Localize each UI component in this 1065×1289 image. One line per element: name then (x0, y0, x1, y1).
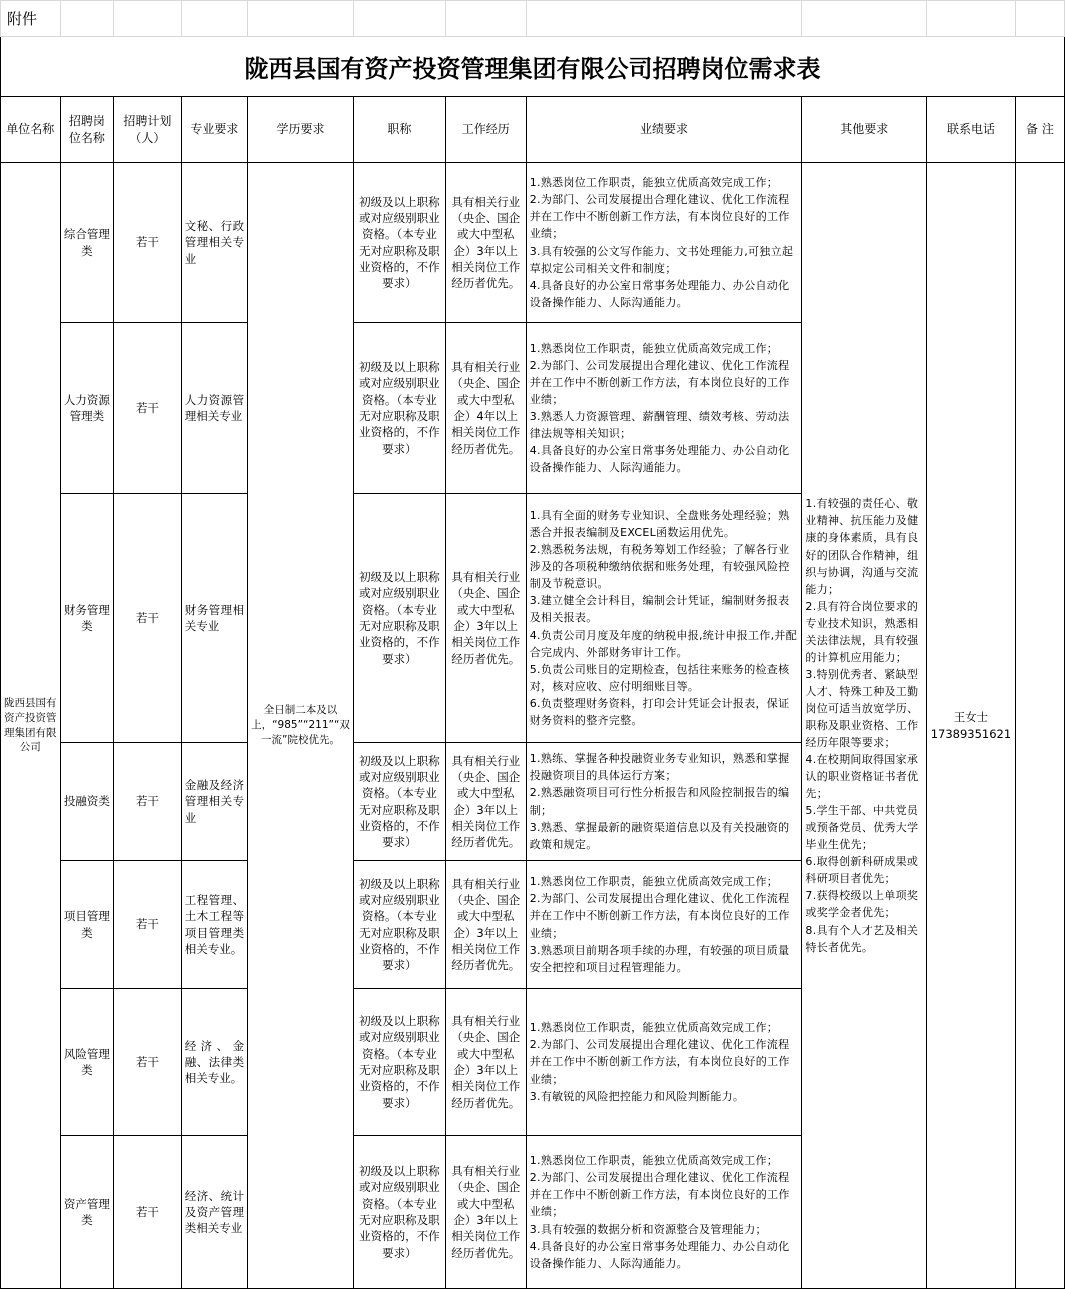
title-requirement: 初级及以上职称或对应级别职业资格。（本专业无对应职称及职业资格的，不作要求） (353, 743, 445, 861)
performance-requirement: 1.熟悉岗位工作职责，能独立优质高效完成工作； 2.为部门、公司发展提出合理化建议、优化工作流程并在工作中不断创新工作方法，有本岗位良好的工作业绩； 3.熟悉项目前期各项手续的办理，有较强的项目质量安全把控和项目过程管理能力。 (526, 861, 802, 989)
hiring-plan: 若干 (114, 861, 182, 989)
hiring-plan: 若干 (114, 743, 182, 861)
header-phone: 联系电话 (927, 97, 1016, 163)
title-requirement: 初级及以上职称或对应级别职业资格。（本专业无对应职称及职业资格的，不作要求） (353, 861, 445, 989)
contact-cell (927, 163, 1016, 1289)
work-experience: 具有相关行业（央企、国企或大中型私企）3年以上相关岗位工作经历者优先。 (445, 861, 526, 989)
performance-requirement: 1.熟悉岗位工作职责，能独立优质高效完成工作； 2.为部门、公司发展提出合理化建议、优化工作流程并在工作中不断创新工作方法，有本岗位良好的工作业绩； 3.具有较强的公文写作能力、文书处理能力,可独立起草拟定公司相关文件和制度； 4.具备良好的办公室日常事务处理能力、办公自动化设备操作能力、人际沟通能力。 (526, 163, 802, 323)
document-title: 陇西县国有资产投资管理集团有限公司招聘岗位需求表 (1, 37, 1065, 97)
position-name: 风险管理类 (60, 989, 114, 1136)
major-requirement: 金融及经济管理相关专业 (181, 743, 247, 861)
title-requirement: 初级及以上职称或对应级别职业资格。（本专业无对应职称及职业资格的，不作要求） (353, 989, 445, 1136)
position-name: 投融资类 (60, 743, 114, 861)
education-requirement: 全日制二本及以上，“985”“211”“双一流”院校优先。 (248, 163, 354, 1289)
position-name: 项目管理类 (60, 861, 114, 989)
header-unit: 单位名称 (1, 97, 61, 163)
major-requirement: 工程管理、土木工程等项目管理类相关专业。 (181, 861, 247, 989)
contact-phone: 17389351621 (930, 726, 1012, 741)
header-row (1, 97, 1065, 163)
header-remark: 备 注 (1015, 97, 1064, 163)
header-performance: 业绩要求 (526, 97, 802, 163)
position-name: 资产管理类 (60, 1136, 114, 1289)
remark-cell (1015, 163, 1064, 1289)
major-requirement: 经济、统计及资产管理类相关专业 (181, 1136, 247, 1289)
header-experience: 工作经历 (445, 97, 526, 163)
contact-name: 王女士 (953, 710, 989, 725)
hiring-plan: 若干 (114, 163, 182, 323)
work-experience: 具有相关行业（央企、国企或大中型私企）4年以上相关岗位工作经历者优先。 (445, 323, 526, 494)
table-row (1, 163, 1065, 323)
major-requirement: 文秘、行政管理相关专业 (181, 163, 247, 323)
title-requirement: 初级及以上职称或对应级别职业资格。（本专业无对应职称及职业资格的，不作要求） (353, 163, 445, 323)
title-requirement: 初级及以上职称或对应级别职业资格。（本专业无对应职称及职业资格的，不作要求） (353, 1136, 445, 1289)
hiring-plan: 若干 (114, 1136, 182, 1289)
header-education: 学历要求 (248, 97, 354, 163)
header-title: 职称 (353, 97, 445, 163)
work-experience: 具有相关行业（央企、国企或大中型私企）3年以上相关岗位工作经历者优先。 (445, 989, 526, 1136)
title-requirement: 初级及以上职称或对应级别职业资格。（本专业无对应职称及职业资格的，不作要求） (353, 494, 445, 743)
header-position: 招聘岗位名称 (60, 97, 114, 163)
header-major: 专业要求 (181, 97, 247, 163)
position-name: 综合管理类 (60, 163, 114, 323)
hiring-plan: 若干 (114, 323, 182, 494)
work-experience: 具有相关行业（央企、国企或大中型私企）3年以上相关岗位工作经历者优先。 (445, 1136, 526, 1289)
hiring-plan: 若干 (114, 989, 182, 1136)
performance-requirement: 1.熟悉岗位工作职责，能独立优质高效完成工作； 2.为部门、公司发展提出合理化建议、优化工作流程并在工作中不断创新工作方法，有本岗位良好的工作业绩； 3.具有较强的数据分析和资源整合及管理能力； 4.具备良好的办公室日常事务处理能力、办公自动化设备操作能力、人际沟通能力。 (526, 1136, 802, 1289)
unit-name: 陇西县国有资产投资管理集团有限公司 (1, 163, 61, 1289)
major-requirement: 财务管理相关专业 (181, 494, 247, 743)
hiring-plan: 若干 (114, 494, 182, 743)
position-name: 人力资源管理类 (60, 323, 114, 494)
work-experience: 具有相关行业（央企、国企或大中型私企）3年以上相关岗位工作经历者优先。 (445, 743, 526, 861)
performance-requirement: 1.具有全面的财务专业知识、全盘账务处理经验；熟悉合并报表编制及EXCEL函数运用优先。 2.熟悉税务法规，有税务筹划工作经验；了解各行业涉及的各项税种缴纳依据和账务处理，有较强风险控制及节税意识。 3.建立健全会计科目，编制会计凭证，编制财务报表及相关报表。 4.负责公司月度及年度的纳税申报,统计申报工作,并配合完成内、外部财务审计工作。 5.负责公司账目的定期检查，包括往来账务的检查核对，核对应收、应付明细账目等。 6.负责整理财务资料，打印会计凭证会计报表，保证财务资料的整齐完整。 (526, 494, 802, 743)
header-plan: 招聘计划（人） (114, 97, 182, 163)
position-name: 财务管理类 (60, 494, 114, 743)
major-requirement: 经济、金融、法律类相关专业。 (181, 989, 247, 1136)
performance-requirement: 1.熟悉岗位工作职责，能独立优质高效完成工作； 2.为部门、公司发展提出合理化建议、优化工作流程并在工作中不断创新工作方法，有本岗位良好的工作业绩； 3.熟悉人力资源管理、薪酬管理、绩效考核、劳动法律法规等相关知识； 4.具备良好的办公室日常事务处理能力、办公自动化设备操作能力、人际沟通能力。 (526, 323, 802, 494)
major-requirement: 人力资源管理相关专业 (181, 323, 247, 494)
header-other: 其他要求 (802, 97, 927, 163)
other-requirements: 1.有较强的责任心、敬业精神、抗压能力及健康的身体素质，具有良好的团队合作精神，组织与协调，沟通与交流能力； 2.具有符合岗位要求的专业技术知识，熟悉相关法律法规，具有较强的计算机应用能力； 3.特别优秀者、紧缺型人才、特殊工种及工勤岗位可适当放宽学历、职称及职业资格、工作经历年限等要求； 4.在校期间取得国家承认的职业资格证书者优先； 5.学生干部、中共党员或预备党员、优秀大学毕业生优先； 6.取得创新科研成果或科研项目者优先； 7.获得校级以上单项奖或奖学金者优先； 8.具有个人才艺及相关特长者优先。 (802, 163, 927, 1289)
title-requirement: 初级及以上职称或对应级别职业资格。（本专业无对应职称及职业资格的，不作要求） (353, 323, 445, 494)
work-experience: 具有相关行业（央企、国企或大中型私企）3年以上相关岗位工作经历者优先。 (445, 494, 526, 743)
performance-requirement: 1.熟悉岗位工作职责，能独立优质高效完成工作； 2.为部门、公司发展提出合理化建议、优化工作流程并在工作中不断创新工作方法，有本岗位良好的工作业绩； 3.有敏锐的风险把控能力和风险判断能力。 (526, 989, 802, 1136)
performance-requirement: 1.熟练、掌握各种投融资业务专业知识，熟悉和掌握投融资项目的具体运行方案； 2.熟悉融资项目可行性分析报告和风险控制报告的编制； 3.熟悉、掌握最新的融资渠道信息以及有关投融资的政策和规定。 (526, 743, 802, 861)
attachment-label: 附件 (1, 1, 61, 37)
work-experience: 具有相关行业（央企、国企或大中型私企）3年以上相关岗位工作经历者优先。 (445, 163, 526, 323)
